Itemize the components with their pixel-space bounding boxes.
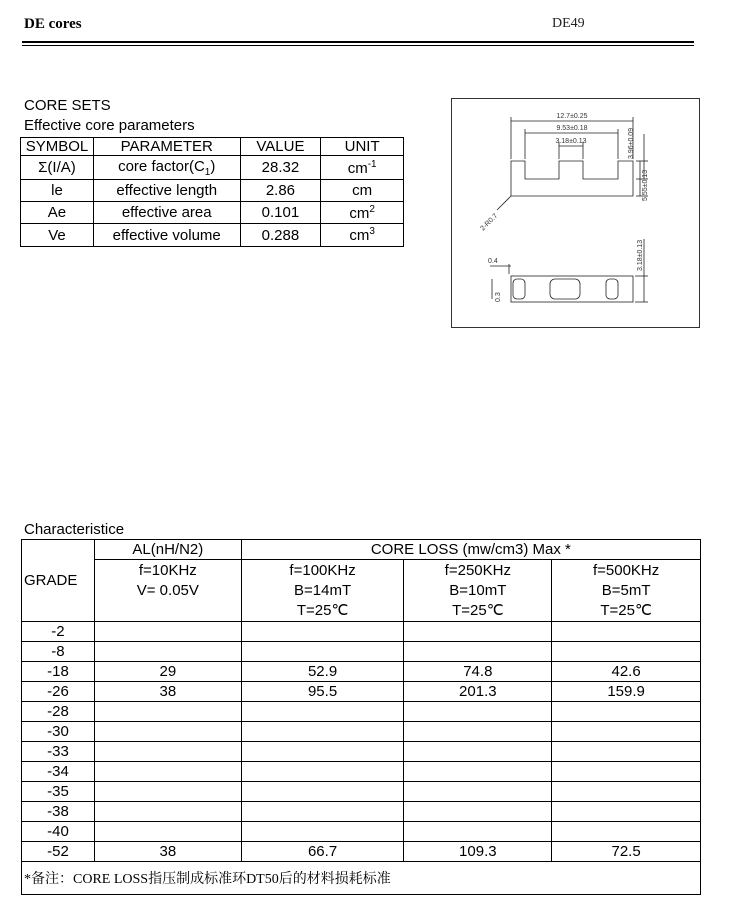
al-value-cell	[94, 742, 241, 762]
table-row	[22, 682, 701, 702]
grade-cell: -26	[22, 682, 95, 702]
al-value-cell	[94, 822, 241, 842]
loss-250k-cell	[404, 782, 552, 802]
condition-cell: f=500KHz B=5mT T=25℃	[552, 560, 701, 622]
loss-100k-cell	[241, 702, 404, 722]
loss-500k-cell	[552, 762, 701, 782]
loss-500k-cell: 72.5	[552, 842, 701, 862]
grade-cell: -2	[22, 622, 95, 642]
loss-250k-cell	[404, 822, 552, 842]
dim-inner: 9.53±0.18	[556, 125, 588, 132]
dim-thickness: 3.18±0.13	[637, 239, 644, 271]
table-row	[22, 722, 701, 742]
column-header: VALUE	[240, 138, 321, 156]
parameter-cell: effective volume	[93, 224, 240, 247]
loss-250k-cell: 109.3	[404, 842, 552, 862]
table-row	[22, 742, 701, 762]
al-value-cell	[94, 722, 241, 742]
grade-cell: -33	[22, 742, 95, 762]
dim-leg: 3.18±0.13	[555, 138, 587, 145]
core-sets-subtitle: Effective core parameters	[24, 117, 195, 134]
al-value-cell: 38	[94, 682, 241, 702]
table-row	[22, 622, 701, 642]
note-row	[22, 862, 701, 895]
condition-cell: f=100KHz B=14mT T=25℃	[241, 560, 404, 622]
dim-height: 5.55±0.13	[642, 169, 649, 201]
grade-cell: -8	[22, 642, 95, 662]
header-rule-thick	[22, 41, 694, 43]
loss-250k-cell	[404, 802, 552, 822]
column-header: UNIT	[321, 138, 404, 156]
table-header-row	[22, 540, 701, 560]
loss-250k-cell: 74.8	[404, 662, 552, 682]
symbol-cell: Ae	[21, 202, 94, 224]
loss-100k-cell	[241, 822, 404, 842]
al-value-cell: 38	[94, 842, 241, 862]
value-cell: 0.288	[240, 224, 321, 247]
al-value-cell	[94, 622, 241, 642]
conditions-row	[22, 560, 701, 622]
loss-250k-cell	[404, 622, 552, 642]
loss-100k-cell: 95.5	[241, 682, 404, 702]
loss-500k-cell	[552, 642, 701, 662]
symbol-cell: Σ(I/A)	[21, 156, 94, 180]
dim-radius: 2-R0.7	[479, 212, 500, 233]
core-parameters-table	[20, 137, 404, 247]
al-value-cell: 29	[94, 662, 241, 682]
grade-cell: -38	[22, 802, 95, 822]
loss-500k-cell	[552, 622, 701, 642]
table-row	[22, 802, 701, 822]
loss-250k-cell	[404, 722, 552, 742]
value-cell: 0.101	[240, 202, 321, 224]
grade-cell: -40	[22, 822, 95, 842]
dim-depth: 3.96±0.09	[628, 127, 635, 159]
unit-cell: cm	[321, 180, 404, 202]
table-row	[21, 202, 404, 224]
table-row	[21, 224, 404, 247]
part-number: DE49	[552, 16, 585, 31]
al-value-cell	[94, 802, 241, 822]
parameter-cell: effective area	[93, 202, 240, 224]
side-view-outline	[511, 276, 633, 302]
dim-width: 12.7±0.25	[556, 113, 588, 120]
al-value-cell	[94, 702, 241, 722]
loss-500k-cell: 159.9	[552, 682, 701, 702]
grade-cell: -35	[22, 782, 95, 802]
loss-500k-cell	[552, 722, 701, 742]
symbol-cell: le	[21, 180, 94, 202]
grade-cell: -18	[22, 662, 95, 682]
al-value-cell	[94, 642, 241, 662]
loss-250k-cell	[404, 762, 552, 782]
column-header: PARAMETER	[93, 138, 240, 156]
loss-100k-cell: 66.7	[241, 842, 404, 862]
loss-100k-cell: 52.9	[241, 662, 404, 682]
loss-100k-cell	[241, 742, 404, 762]
table-row	[21, 156, 404, 180]
loss-500k-cell	[552, 742, 701, 762]
core-dimension-drawing	[451, 98, 700, 328]
loss-100k-cell	[241, 722, 404, 742]
loss-100k-cell	[241, 762, 404, 782]
loss-250k-cell	[404, 702, 552, 722]
table-row	[22, 702, 701, 722]
table-header-row	[21, 138, 404, 156]
loss-500k-cell	[552, 702, 701, 722]
unit-cell: $cm^2$	[321, 202, 404, 224]
loss-500k-cell: 42.6	[552, 662, 701, 682]
dim-gap-height: 0.3	[495, 292, 502, 302]
al-value-cell	[94, 762, 241, 782]
characteristics-table	[21, 539, 701, 895]
loss-100k-cell	[241, 642, 404, 662]
core-loss-header: CORE LOSS (mw/cm3) Max *	[241, 540, 700, 560]
core-sets-title: CORE SETS	[24, 97, 111, 114]
al-value-cell	[94, 782, 241, 802]
core-loss-note: *备注：CORE LOSS指压制成标准环DT50后的材料损耗标准	[22, 862, 701, 895]
e-core-outline	[511, 161, 633, 196]
grade-cell: -52	[22, 842, 95, 862]
table-row	[22, 642, 701, 662]
grade-cell: -28	[22, 702, 95, 722]
loss-500k-cell	[552, 802, 701, 822]
grade-cell: -30	[22, 722, 95, 742]
table-row	[22, 822, 701, 842]
unit-cell: $cm^3$	[321, 224, 404, 247]
condition-cell: f=10KHz V= 0.05V	[94, 560, 241, 622]
grade-cell: -34	[22, 762, 95, 782]
unit-cell: $cm^{-1}$	[321, 156, 404, 180]
document-title: DE cores	[24, 16, 82, 32]
table-row	[22, 842, 701, 862]
loss-250k-cell	[404, 642, 552, 662]
grade-header: GRADE	[22, 540, 95, 622]
value-cell: 28.32	[240, 156, 321, 180]
table-row	[22, 662, 701, 682]
condition-cell: f=250KHz B=10mT T=25℃	[404, 560, 552, 622]
table-row	[22, 762, 701, 782]
characteristics-title: Characteristice	[24, 521, 125, 538]
header-rule-thin	[22, 45, 694, 46]
value-cell: 2.86	[240, 180, 321, 202]
loss-500k-cell	[552, 822, 701, 842]
dim-gap-width: 0.4	[488, 258, 498, 265]
symbol-cell: Ve	[21, 224, 94, 247]
loss-500k-cell	[552, 782, 701, 802]
column-header: SYMBOL	[21, 138, 94, 156]
loss-250k-cell	[404, 742, 552, 762]
table-row	[21, 180, 404, 202]
parameter-cell: effective length	[93, 180, 240, 202]
parameter-cell: core $factor(C_1)$	[93, 156, 240, 180]
loss-100k-cell	[241, 782, 404, 802]
loss-250k-cell: 201.3	[404, 682, 552, 702]
loss-100k-cell	[241, 622, 404, 642]
loss-100k-cell	[241, 802, 404, 822]
al-header: AL(nH/N2)	[94, 540, 241, 560]
table-row	[22, 782, 701, 802]
